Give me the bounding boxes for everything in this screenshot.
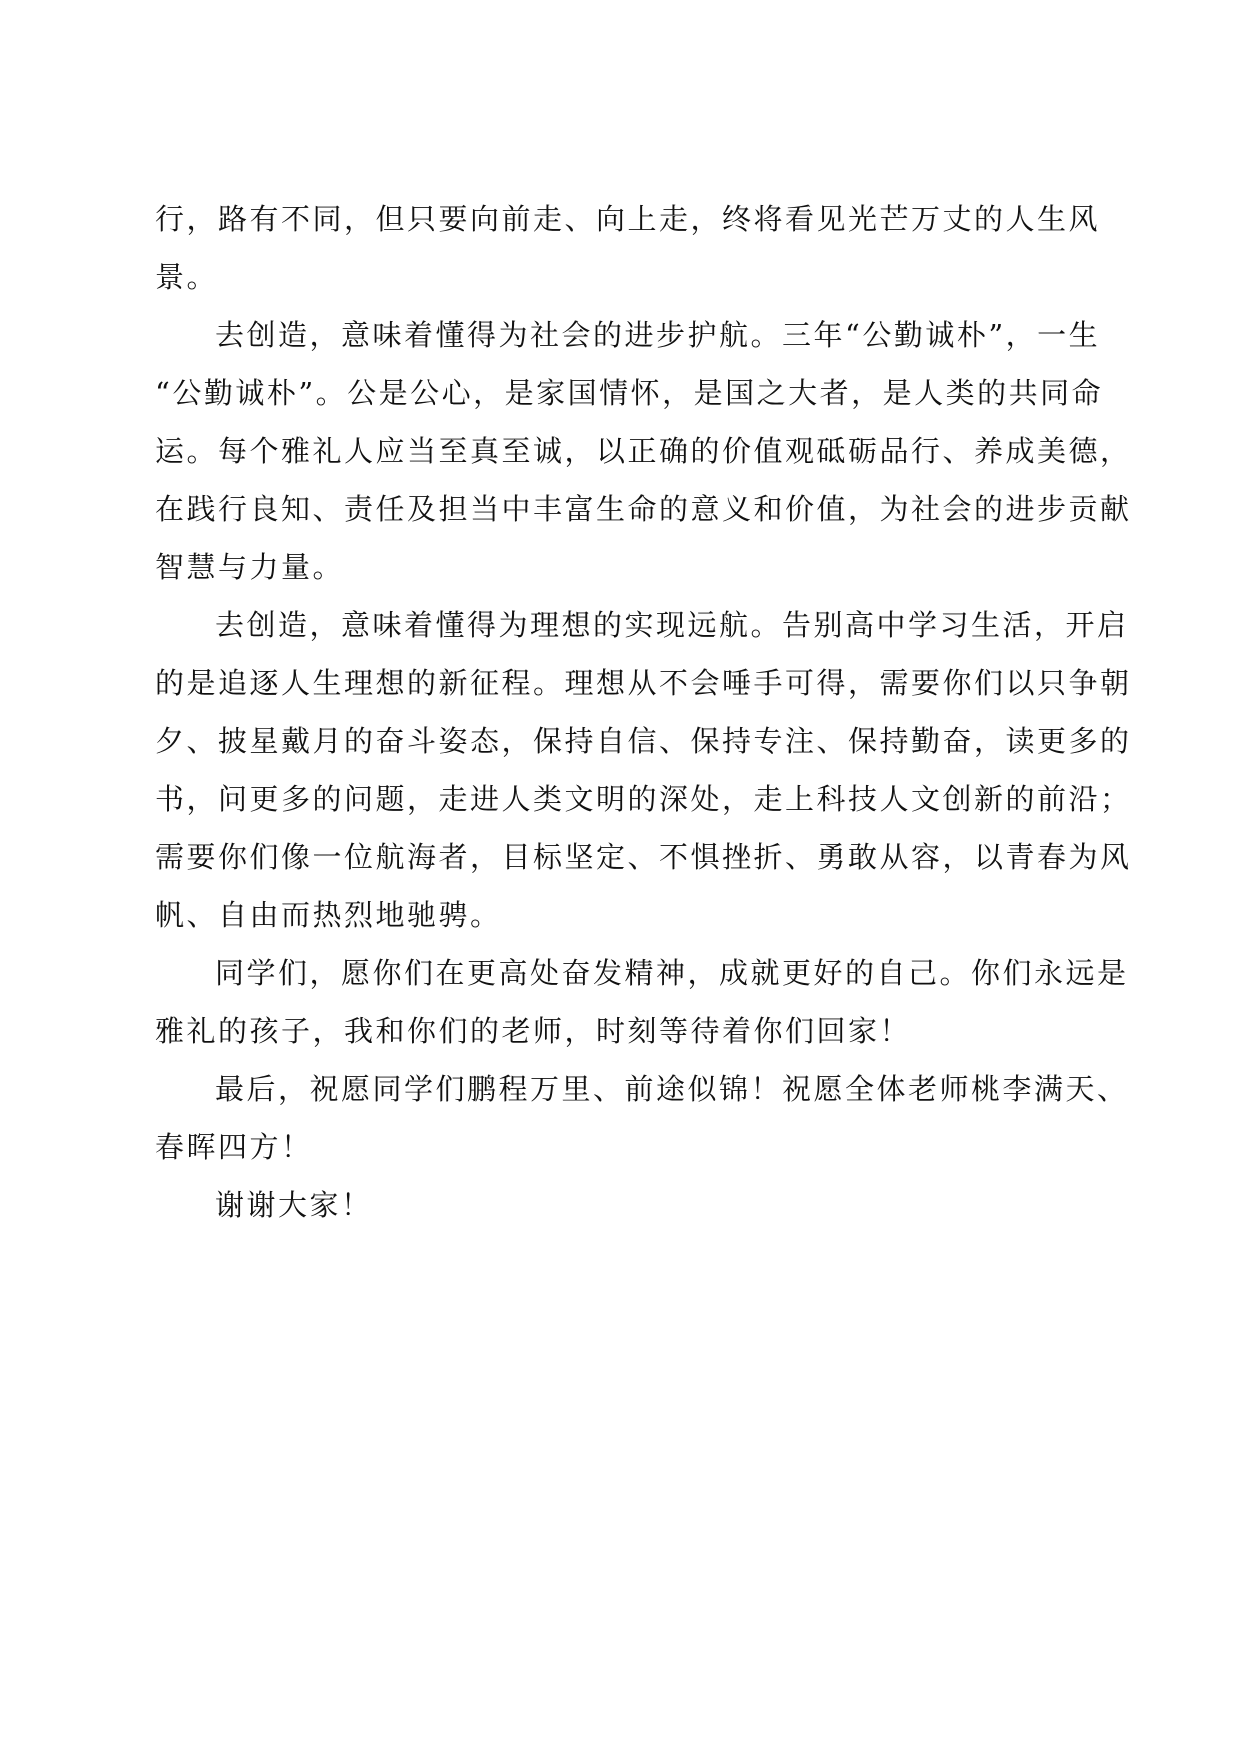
- paragraph-line: 书，问更多的问题，走进人类文明的深处，走上科技人文创新的前沿；: [155, 782, 1132, 816]
- paragraph-line: 需要你们像一位航海者，目标坚定、不惧挫折、勇敢从容，以青春为风: [155, 840, 1132, 874]
- paragraph-3: [155, 596, 1132, 944]
- paragraph-line: 行，路有不同，但只要向前走、向上走，终将看见光芒万丈的人生风: [155, 202, 1101, 236]
- paragraph-line: 去创造，意味着懂得为社会的进步护航。三年“公勤诚朴”，一生: [215, 318, 1101, 352]
- paragraph-line: 景。: [155, 260, 219, 294]
- paragraph-line: “公勤诚朴”。公是公心，是家国情怀，是国之大者，是人类的共同命: [155, 376, 1104, 410]
- paragraph-5: [155, 1060, 1129, 1176]
- paragraph-line: 谢谢大家！: [215, 1188, 373, 1222]
- paragraph-line: 最后，祝愿同学们鹏程万里、前途似锦！祝愿全体老师桃李满天、: [215, 1072, 1129, 1106]
- paragraph-2: [155, 306, 1132, 596]
- paragraph-line: 雅礼的孩子，我和你们的老师，时刻等待着你们回家！: [155, 1014, 912, 1048]
- paragraph-line: 春晖四方！: [155, 1130, 313, 1164]
- paragraph-line: 的是追逐人生理想的新征程。理想从不会唾手可得，需要你们以只争朝: [155, 666, 1132, 700]
- paragraph-line: 运。每个雅礼人应当至真至诚，以正确的价值观砥砺品行、养成美德，: [155, 434, 1132, 468]
- paragraph-line: 去创造，意味着懂得为理想的实现远航。告别高中学习生活，开启: [215, 608, 1129, 642]
- paragraph-line: 在践行良知、责任及担当中丰富生命的意义和价值，为社会的进步贡献: [155, 492, 1132, 526]
- document-body: [155, 190, 1132, 1234]
- paragraph-4: [155, 944, 1129, 1060]
- paragraph-line: 智慧与力量。: [155, 550, 345, 584]
- paragraph-line: 同学们，愿你们在更高处奋发精神，成就更好的自己。你们永远是: [215, 956, 1129, 990]
- paragraph-line: 夕、披星戴月的奋斗姿态，保持自信、保持专注、保持勤奋，读更多的: [155, 724, 1132, 758]
- paragraph-6: [155, 1176, 1085, 1234]
- paragraph-1: [155, 190, 1101, 306]
- paragraph-line: 帆、自由而热烈地驰骋。: [155, 898, 502, 932]
